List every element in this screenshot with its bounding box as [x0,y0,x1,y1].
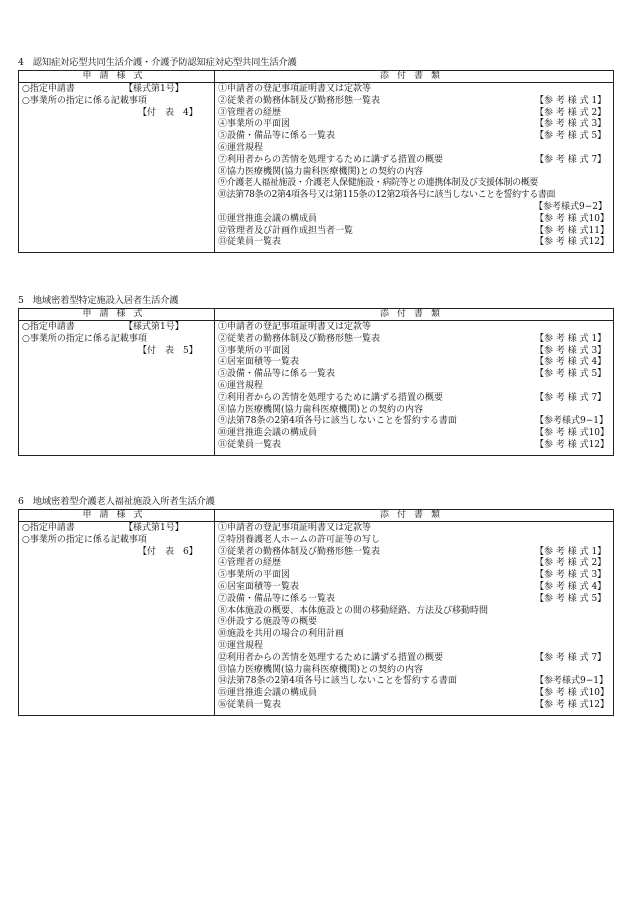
document-item: ④事業所の平面図 【参 考 様 式 3】 [218,119,607,130]
appendix-ref: 【付 表 4】 [138,107,198,118]
header-application-forms: 申請様式 [19,510,215,522]
document-item: ②特別養護老人ホームの許可証等の写し [218,534,381,545]
application-label: ○指定申請書 [22,84,75,94]
appendix-ref: 【付 表 5】 [138,345,198,356]
matters-label: ○事業所の指定に係る記載事項 [22,95,147,106]
application-forms-cell [19,522,215,716]
document-item: ⑥運営規程 [218,142,264,153]
document-item: ⑭法第78条の2第4項各号に該当しないことを誓約する書面 【参考様式9−1】 [218,676,608,687]
document-item-ref-continuation: 【参考様式9−2】 [534,201,607,212]
document-item: ⑩法第78条の2第4項各号又は第115条の12第2項各号に該当しないことを誓約する書面 [218,190,556,201]
document-item: ①申請者の登記事項証明書又は定款等 [218,322,372,332]
header-application-forms: 申請様式 [19,309,215,321]
document-item: ③管理者の経歴 【参 考 様 式 2】 [218,107,607,118]
document-item: ⑦利用者からの苦情を処理するために講ずる措置の概要 【参 考 様 式 7】 [218,154,607,165]
attached-documents-cell [215,83,614,253]
matters-label: ○事業所の指定に係る記載事項 [22,333,147,344]
document-item: ⑪従業員一覧表 【参 考 様 式12】 [218,439,610,450]
document-item: ②従業者の勤務体制及び勤務形態一覧表 【参 考 様 式 1】 [218,95,607,106]
document-item: ⑩運営推進会議の構成員 【参 考 様 式10】 [218,428,610,439]
document-item: ⑫管理者及び計画作成担当者一覧 【参 考 様 式11】 [218,225,610,236]
document-item: ⑧本体施設の概要、本体施設との間の移動経路、方法及び移動時間 [218,605,489,616]
document-item: ⑤事業所の平面図 【参 考 様 式 3】 [218,570,607,581]
document-item: ⑦設備・備品等に係る一覧表 【参 考 様 式 5】 [218,593,607,604]
document-item: ⑪運営規程 [218,640,264,651]
application-forms-cell [19,321,215,456]
document-item: ⑤設備・備品等に係る一覧表 【参 考 様 式 5】 [218,369,607,380]
document-item: ⑥居室面積等一覧表 【参 考 様 式 4】 [218,581,607,592]
document-item: ⑨併設する施設等の概要 [218,617,318,628]
document-item: ③従業者の勤務体制及び勤務形態一覧表 【参 考 様 式 1】 [218,546,607,557]
appendix-ref: 【付 表 6】 [138,546,198,557]
application-forms-cell [19,83,215,253]
attached-documents-cell [215,321,614,456]
application-label: ○指定申請書 [22,523,75,533]
section-title: 6 地域密着型介護老人福祉施設入所者生活介護 [18,496,215,507]
document-item: ⑧協力医療機関(協力歯科医療機関)との契約の内容 [218,166,424,177]
section-5 [18,294,614,456]
document-item: ⑦利用者からの苦情を処理するために講ずる措置の概要 【参 考 様 式 7】 [218,392,607,403]
document-item: ⑫利用者からの苦情を処理するために講ずる措置の概要 【参 考 様 式 7】 [218,652,607,663]
document-item: ⑤設備・備品等に係る一覧表 【参 考 様 式 5】 [218,131,607,142]
application-label: ○指定申請書 [22,322,75,332]
document-item: ⑨法第78条の2第4項各号に該当しないことを誓約する書面 【参考様式9−1】 [218,416,608,427]
requirements-table [18,308,614,456]
section-title: 5 地域密着型特定施設入居者生活介護 [18,295,179,306]
document-item: ③事業所の平面図 【参 考 様 式 3】 [218,345,607,356]
document-item: ⑬従業員一覧表 【参 考 様 式12】 [218,237,610,248]
document-item: ⑥運営規程 [218,380,264,391]
application-form-ref: 【様式第1号】 [124,322,184,332]
section-title: 4 認知症対応型共同生活介護・介護予防認知症対応型共同生活介護 [18,57,297,68]
application-form-ref: 【様式第1号】 [124,84,184,94]
document-item: ⑨介護老人福祉施設・介護老人保健施設・病院等との連携体制及び支援体制の概要 [218,178,539,189]
requirements-table [18,509,614,716]
document-item: ①申請者の登記事項証明書又は定款等 [218,523,372,533]
header-attached-documents: 添付書類 [215,510,614,522]
header-attached-documents: 添付書類 [215,309,614,321]
document-item: ④管理者の経歴 【参 考 様 式 2】 [218,558,607,569]
header-attached-documents: 添付書類 [215,71,614,83]
document-item: ⑧協力医療機関(協力歯科医療機関)との契約の内容 [218,404,424,415]
document-item: ①申請者の登記事項証明書又は定款等 [218,84,372,94]
document-item: ⑪運営推進会議の構成員 【参 考 様 式10】 [218,213,610,224]
section-4 [18,56,614,253]
document-item: ⑩施設を共用の場合の利用計画 [218,629,345,640]
document-item: ⑬協力医療機関(協力歯科医療機関)との契約の内容 [218,664,424,675]
header-application-forms: 申請様式 [19,71,215,83]
matters-label: ○事業所の指定に係る記載事項 [22,534,147,545]
document-item: ④居室面積等一覧表 【参 考 様 式 4】 [218,357,607,368]
requirements-table [18,70,614,253]
document-item: ⑮運営推進会議の構成員 【参 考 様 式10】 [218,688,610,699]
application-form-ref: 【様式第1号】 [124,523,184,533]
section-6 [18,495,614,716]
document-item: ②従業者の勤務体制及び勤務形態一覧表 【参 考 様 式 1】 [218,333,607,344]
document-item: ⑯従業員一覧表 【参 考 様 式12】 [218,699,610,710]
attached-documents-cell [215,522,614,716]
